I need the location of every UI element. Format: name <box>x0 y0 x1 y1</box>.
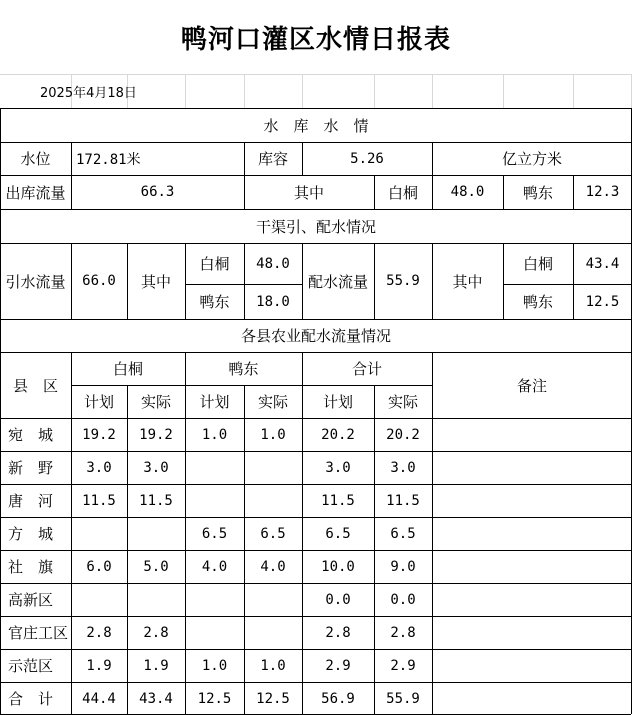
county-value-cell: 20.2 <box>321 426 355 443</box>
county-name-cell: 宛 城 <box>8 426 54 444</box>
county-value-cell: 43.4 <box>139 690 173 707</box>
total-actual-header: 实际 <box>387 393 418 411</box>
county-value-cell: 11.5 <box>321 492 355 509</box>
county-value-cell: 11.5 <box>139 492 173 509</box>
county-value-cell: 6.0 <box>86 558 112 575</box>
county-value-cell: 44.4 <box>82 690 116 707</box>
outflow-label: 出库流量 <box>5 183 66 202</box>
baitong-plan-header: 计划 <box>83 393 114 411</box>
county-value-cell: 2.8 <box>86 624 112 641</box>
county-remarks-cell <box>432 517 631 550</box>
county-remarks-cell <box>432 616 631 649</box>
county-value-cell: 4.0 <box>201 558 228 575</box>
outflow-baitong-value: 48.0 <box>450 184 485 200</box>
county-value-cell: 56.9 <box>321 690 355 707</box>
capacity-value: 5.26 <box>350 150 384 167</box>
county-value-cell: 3.0 <box>325 459 351 476</box>
outflow-yadong-value: 12.3 <box>585 184 620 200</box>
distrib-value: 55.9 <box>386 273 420 289</box>
county-name-cell: 合 计 <box>8 690 54 708</box>
county-value-cell: 1.0 <box>260 426 286 443</box>
county-value-cell <box>244 616 302 649</box>
distrib-baitong-label: 白桐 <box>522 255 553 273</box>
county-value-cell: 6.5 <box>201 525 228 542</box>
county-value-cell <box>244 451 302 484</box>
county-value-cell <box>71 583 127 616</box>
grid-line <box>302 74 303 108</box>
county-name-cell: 社 旗 <box>8 558 54 576</box>
intake-value: 66.0 <box>82 273 116 289</box>
water-level-value: 172.81米 <box>76 151 141 168</box>
county-value-cell: 2.9 <box>325 657 351 674</box>
county-value-cell: 1.9 <box>143 657 169 674</box>
county-value-cell: 2.8 <box>325 624 351 641</box>
county-value-cell <box>185 616 244 649</box>
total-plan-header: 计划 <box>322 393 353 411</box>
county-value-cell: 19.2 <box>139 426 173 443</box>
county-value-cell <box>71 517 127 550</box>
county-value-cell: 0.0 <box>390 591 416 608</box>
county-remarks-cell <box>432 583 631 616</box>
intake-yadong-label: 鸭东 <box>199 293 230 311</box>
county-value-cell: 20.2 <box>386 426 420 443</box>
county-name-cell: 唐 河 <box>8 492 54 510</box>
county-value-cell: 1.0 <box>201 426 228 443</box>
grid-line <box>244 74 245 108</box>
county-value-cell: 19.2 <box>82 426 116 443</box>
county-value-cell: 11.5 <box>386 492 420 509</box>
canal-section-header: 干渠引、配水情况 <box>255 217 376 236</box>
grid-line <box>573 74 574 108</box>
county-value-cell: 6.5 <box>260 525 286 542</box>
grid-line <box>432 74 433 108</box>
county-value-cell: 9.0 <box>390 558 416 575</box>
county-remarks-cell <box>432 484 631 517</box>
county-value-cell <box>127 517 185 550</box>
county-remarks-cell <box>432 682 631 715</box>
distrib-baitong-value: 43.4 <box>585 255 620 272</box>
county-column-header: 县 区 <box>12 376 58 395</box>
intake-yadong-value: 18.0 <box>256 293 290 310</box>
county-value-cell <box>185 583 244 616</box>
county-value-cell: 12.5 <box>256 690 290 707</box>
yadong-plan-header: 计划 <box>199 393 230 411</box>
grid-line <box>503 74 504 108</box>
county-value-cell: 6.5 <box>325 525 351 542</box>
county-name-cell: 示范区 <box>8 657 54 675</box>
intake-label: 引水流量 <box>5 272 66 291</box>
county-name-cell: 新 野 <box>8 459 54 477</box>
county-value-cell: 1.0 <box>260 657 286 674</box>
remarks-header: 备注 <box>516 376 547 395</box>
county-value-cell: 11.5 <box>82 492 116 509</box>
county-remarks-cell <box>432 418 631 451</box>
county-value-cell: 1.9 <box>86 657 112 674</box>
county-section-header: 各县农业配水流量情况 <box>240 327 391 345</box>
intake-among-label: 其中 <box>140 272 171 291</box>
yadong-group-header: 鸭东 <box>228 360 259 378</box>
county-value-cell: 4.0 <box>260 558 286 575</box>
county-value-cell: 2.9 <box>390 657 416 674</box>
county-value-cell <box>244 583 302 616</box>
county-remarks-cell <box>432 649 631 682</box>
county-value-cell: 6.5 <box>390 525 416 542</box>
outflow-baitong-label: 白桐 <box>387 183 418 202</box>
intake-baitong-label: 白桐 <box>199 255 230 273</box>
county-value-cell: 2.8 <box>143 624 169 641</box>
county-value-cell: 12.5 <box>197 690 232 707</box>
county-value-cell: 3.0 <box>86 459 112 476</box>
county-value-cell <box>185 484 244 517</box>
yadong-actual-header: 实际 <box>257 393 288 411</box>
capacity-label: 库容 <box>257 150 288 168</box>
grid-line <box>374 74 375 108</box>
intake-baitong-value: 48.0 <box>256 255 290 272</box>
county-value-cell <box>185 451 244 484</box>
county-name-cell: 方 城 <box>8 525 54 543</box>
county-value-cell: 3.0 <box>390 459 416 476</box>
outflow-value: 66.3 <box>140 184 175 200</box>
distrib-among-label: 其中 <box>452 272 483 291</box>
report-title: 鸭河口灌区水情日报表 <box>180 24 451 55</box>
capacity-unit: 亿立方米 <box>501 150 562 168</box>
distrib-label: 配水流量 <box>307 272 368 291</box>
county-value-cell: 3.0 <box>143 459 169 476</box>
reservoir-section-header: 水 库 水 情 <box>263 116 369 135</box>
water-level-label: 水位 <box>20 150 51 168</box>
outflow-yadong-label: 鸭东 <box>522 183 553 202</box>
distrib-yadong-label: 鸭东 <box>522 293 553 311</box>
county-value-cell: 5.0 <box>143 558 169 575</box>
county-remarks-cell <box>432 451 631 484</box>
county-value-cell <box>127 583 185 616</box>
county-value-cell: 10.0 <box>321 558 355 575</box>
total-group-header: 合计 <box>351 360 382 378</box>
county-value-cell: 2.8 <box>390 624 416 641</box>
report-date: 2025年4月18日 <box>40 86 137 101</box>
county-value-cell: 55.9 <box>386 690 420 707</box>
county-name-cell: 高新区 <box>8 591 54 609</box>
county-value-cell <box>244 484 302 517</box>
county-value-cell: 0.0 <box>325 591 351 608</box>
county-remarks-cell <box>432 550 631 583</box>
outflow-among-label: 其中 <box>293 183 324 202</box>
county-name-cell: 官庄工区 <box>8 624 69 642</box>
county-value-cell: 1.0 <box>201 657 228 674</box>
baitong-group-header: 白桐 <box>112 360 143 378</box>
baitong-actual-header: 实际 <box>140 393 171 411</box>
distrib-yadong-value: 12.5 <box>585 293 620 310</box>
